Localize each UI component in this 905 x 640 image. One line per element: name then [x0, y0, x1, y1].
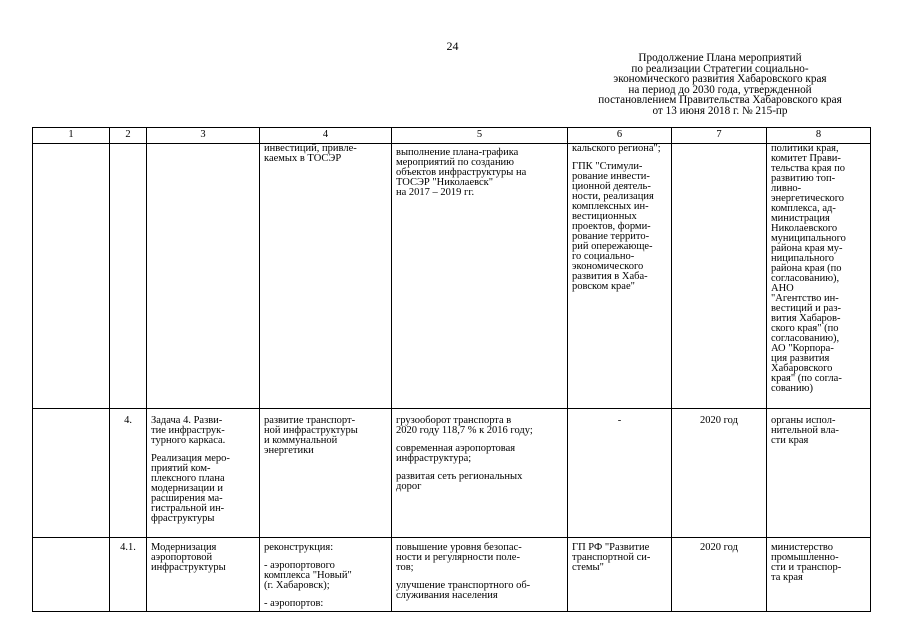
cell-text: развитая сеть региональных дорог — [396, 471, 523, 492]
column-number: 2 — [110, 128, 147, 144]
table-cell — [392, 409, 568, 538]
cell-text: кальского региона"; — [572, 143, 661, 154]
column-number-row — [33, 128, 871, 144]
table-cell: 2020 год — [672, 409, 767, 538]
header-line: постановлением Правительства Хабаровского края — [598, 94, 842, 107]
header-line: экономического развития Хабаровского края — [613, 73, 827, 86]
table-cell — [110, 144, 147, 409]
table-cell — [568, 144, 672, 409]
table-cell — [672, 144, 767, 409]
header-line: по реализации Стратегии социально- — [631, 62, 809, 75]
column-number: 8 — [767, 128, 871, 144]
table-cell — [33, 409, 110, 538]
cell-text: грузооборот транспорта в 2020 году 118,7 % к 2016 году; — [396, 415, 533, 436]
table-cell: министерство промышленно- сти и транспор- та края — [767, 538, 871, 612]
column-number: 5 — [392, 128, 568, 144]
table-row — [33, 409, 871, 538]
table-cell — [392, 538, 568, 612]
page-number: 24 — [446, 39, 459, 53]
table-cell: 4.1. — [110, 538, 147, 612]
cell-text: Реализация меро- приятий ком- плексного плана модернизации и расширения ма- гистральной ин- фраструктуры — [151, 453, 230, 524]
table-cell: 4. — [110, 409, 147, 538]
cell-text: улучшение транспортного об- служивания населения — [396, 580, 531, 601]
table-cell: инвестиций, привле- каемых в ТОСЭР — [260, 144, 392, 409]
header-line: от 13 июня 2018 г. № 215-пр — [652, 104, 788, 117]
header-line: на период до 2030 года, утвержденной — [628, 83, 812, 96]
table-cell — [33, 538, 110, 612]
column-number: 1 — [33, 128, 110, 144]
table-cell: развитие транспорт- ной инфраструктуры и коммунальной энергетики — [260, 409, 392, 538]
table-cell: - — [568, 409, 672, 538]
table-cell: органы испол- нительной вла- сти края — [767, 409, 871, 538]
table-cell: ГП РФ "Развитие транспортной си- стемы" — [568, 538, 672, 612]
column-number: 3 — [147, 128, 260, 144]
table-cell: 2020 год — [672, 538, 767, 612]
cell-text: выполнение плана-графика мероприятий по созданию объектов инфраструктуры на ТОСЭР "Николаевск" на 2017 – 2019 гг. — [396, 147, 527, 198]
table-row — [33, 538, 871, 612]
column-number: 7 — [672, 128, 767, 144]
header-line: Продолжение Плана мероприятий — [638, 52, 802, 64]
column-number: 6 — [568, 128, 672, 144]
table-cell — [147, 409, 260, 538]
table-cell — [33, 144, 110, 409]
cell-text: реконструкция: — [264, 542, 334, 553]
plan-table — [32, 127, 871, 612]
column-number: 4 — [260, 128, 392, 144]
table-cell — [260, 538, 392, 612]
table-cell — [147, 144, 260, 409]
cell-text: Задача 4. Разви- тие инфраструк- турного каркаса. — [151, 415, 226, 446]
table-row — [33, 144, 871, 409]
document-header — [560, 53, 880, 117]
table-cell: Модернизация аэропортовой инфраструктуры — [147, 538, 260, 612]
cell-text: повышение уровня безопас- ности и регулярности поле- тов; — [396, 542, 522, 573]
cell-text: - аэропортов: — [264, 598, 324, 609]
table-cell — [392, 144, 568, 409]
cell-text: - аэропортового комплекса "Новый" (г. Хабаровск); — [264, 560, 352, 591]
cell-text: ГПК "Стимули- рование инвести- ционной деятель- ности, реализация комплексных ин- вестиционных проектов, форми- рование террито- рий опережающе- го социально- экономического развития в Хаба- ровском крае" — [572, 161, 654, 292]
cell-text: современная аэропортовая инфраструктура; — [396, 443, 516, 464]
table-cell: политики края, комитет Прави- тельства края по развитию топ- ливно- энергетического комплекса, ад- министрация Николаевского муниципального района края му- ниципального района края (по согласованию), АНО "Агентство ин- вестиций и раз- вития Хабаров- ского края" (по согласованию), АО "Корпора- ция развития Хабаровского края" (по согла- сованию) — [767, 144, 871, 409]
